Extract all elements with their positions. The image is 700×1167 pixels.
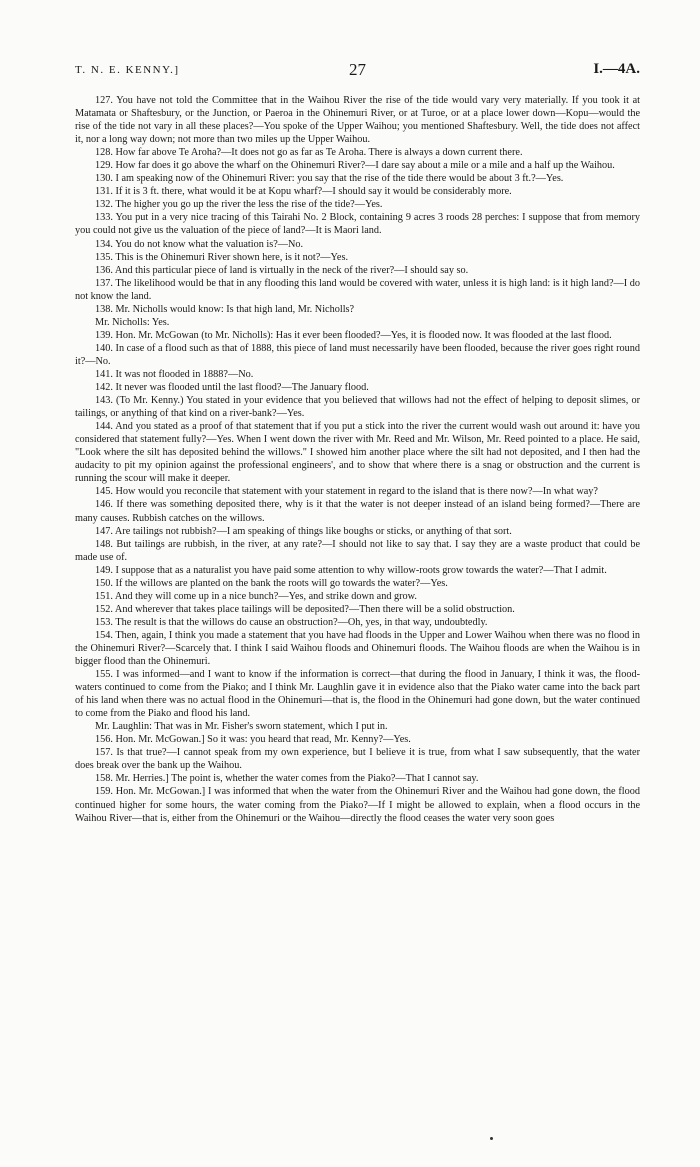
paragraph: 153. The result is that the willows do cause an obstruction?—Oh, yes, in that way, undoubtedly. [95, 616, 488, 628]
paragraph: 136. And this particular piece of land is virtually in the neck of the river?—I should say so. [95, 264, 469, 276]
paragraph: 146. If there was something deposited there, why is it that the water is not deeper instead of an island being formed?—There are many causes. Rubbish catches on the willows. [75, 499, 640, 524]
paragraph: 159. Hon. Mr. McGowan.] I was informed that when the water from the Ohinemuri River and the Waihou had gone down, the flood continued higher for some hours, the water coming from the Piako?—If I might be allowed to explain, when a flood occurs in the Waihou River—that is, either from the Ohinemuri or the Waihou—directly the flood ceases the water very soon goes [75, 786, 640, 824]
paragraph: 129. How far does it go above the wharf on the Ohinemuri River?—I dare say about a mile or a mile and a half up the Waihou. [95, 160, 615, 172]
paragraph: 143. (To Mr. Kenny.) You stated in your evidence that you believed that willows had not the effect of helping to deposit slimes, or tailings, or anything of that kind on a river-bank?—Yes. [75, 395, 640, 420]
document-reference: I.—4A. [593, 61, 640, 77]
paragraph: 140. In case of a flood such as that of 1888, this piece of land must necessarily have been flooded, because the river goes right round it?—No. [75, 342, 640, 367]
document-body [75, 94, 640, 825]
paragraph: 158. Mr. Herries.] The point is, whether the water comes from the Piako?—That I cannot say. [95, 773, 479, 785]
paragraph: 133. You put in a very nice tracing of this Tairahi No. 2 Block, containing 9 acres 3 roods 28 perches: I suppose that from memory you could not give us the valuation of the piece of land?—It is Maori land. [75, 212, 640, 237]
paragraph: 138. Mr. Nicholls would know: Is that high land, Mr. Nicholls? [95, 303, 355, 315]
paragraph: 135. This is the Ohinemuri River shown here, is it not?—Yes. [95, 251, 349, 263]
paragraph: 131. If it is 3 ft. there, what would it be at Kopu wharf?—I should say it would be considerably more. [95, 186, 512, 198]
witness-name: T. N. E. KENNY.] [75, 64, 180, 76]
paragraph: 155. I was informed—and I want to know if the information is correct—that during the flood in January, I think it was, the flood-waters continued to come from the Piako; and I think Mr. Laughlin gave it in evidence also that the Piako water came into the back part of his land when there was no actual flood in the Ohinemuri—that is, the flood in the Ohinemuri had gone down, but the water continued to come from the Piako and flood his land. [75, 669, 640, 720]
paragraph: 130. I am speaking now of the Ohinemuri River: you say that the rise of the tide there would be about 3 ft.?—Yes. [95, 173, 564, 185]
paragraph: 132. The higher you go up the river the less the rise of the tide?—Yes. [95, 199, 383, 211]
paragraph: 151. And they will come up in a nice bunch?—Yes, and strike down and grow. [95, 590, 417, 602]
paragraph: 150. If the willows are planted on the bank the roots will go towards the water?—Yes. [95, 577, 448, 589]
page-number: 27 [349, 60, 366, 79]
paragraph: 148. But tailings are rubbish, in the river, at any rate?—I should not like to say that. I say they are a waste product that could be made use of. [75, 538, 640, 563]
paragraph: 145. How would you reconcile that statement with your statement in regard to the island that is there now?—In what way? [95, 486, 598, 498]
speck-mark [490, 1137, 493, 1140]
paragraph: 147. Are tailings not rubbish?—I am speaking of things like boughs or sticks, or anything of that sort. [95, 525, 512, 537]
paragraph: 128. How far above Te Aroha?—It does not go as far as Te Aroha. There is always a down current there. [95, 147, 523, 159]
paragraph: 137. The likelihood would be that in any flooding this land would be covered with water, unless it is high land: is it high land?—I do not know the land. [75, 277, 640, 302]
paragraph: 134. You do not know what the valuation is?—No. [95, 238, 304, 250]
paragraph: 127. You have not told the Committee that in the Waihou River the rise of the tide would vary very materially. If you took it at Matamata or Shaftesbury, or the Junction, or Paeroa in the Ohinemuri River, or at Turoe, or at a place lower down—Kopu—would the rise of the tide not vary in all these places?—You spoke of the Upper Waihou; you mentioned Shaftesbury. Well, the tide does not affect it, nor a long way down; not more than two miles up the Upper Waihou. [75, 95, 640, 146]
paragraph: 144. And you stated as a proof of that statement that if you put a stick into the river the current would wash out around it: have you considered that statement fully?—Yes. When I went down the river with Mr. Reed and Mr. Wilson, Mr. Reed pointed to a place. He said, "Look where the silt has deposited behind the willows." I showed him another place where the silt had not deposited, and I then had the audacity to pit my opinion against the professional engineers', and to show that where there is a snag or obstruction and the current is running the scour will make it deeper. [75, 421, 640, 485]
paragraph: 154. Then, again, I think you made a statement that you have had floods in the Upper and Lower Waihou when there was no flood in the Ohinemuri River?—Scarcely that. I think I said Waihou floods and Ohinemuri floods. The Waihou floods are when the Waihou is in bigger flood than the Ohinemuri. [75, 629, 640, 668]
paragraph: 152. And wherever that takes place tailings will be deposited?—Then there will be a solid obstruction. [95, 603, 515, 615]
paragraph: 139. Hon. Mr. McGowan (to Mr. Nicholls): Has it ever been flooded?—Yes, it is flooded now. It was flooded at the last flood. [95, 329, 612, 341]
paragraph: 157. Is that true?—I cannot speak from my own experience, but I believe it is true, from what I saw subsequently, that the water does break over the bank up the Waihou. [75, 747, 640, 772]
paragraph: Mr. Laughlin: That was in Mr. Fisher's sworn statement, which I put in. [95, 721, 388, 733]
paragraph: 141. It was not flooded in 1888?—No. [95, 368, 254, 380]
page-header [75, 62, 640, 82]
paragraph: 149. I suppose that as a naturalist you have paid some attention to why willow-roots grow towards the water?—That I admit. [95, 564, 607, 576]
paragraph: 142. It never was flooded until the last flood?—The January flood. [95, 382, 369, 394]
paragraph: Mr. Nicholls: Yes. [95, 316, 170, 328]
paragraph: 156. Hon. Mr. McGowan.] So it was: you heard that read, Mr. Kenny?—Yes. [95, 734, 411, 746]
